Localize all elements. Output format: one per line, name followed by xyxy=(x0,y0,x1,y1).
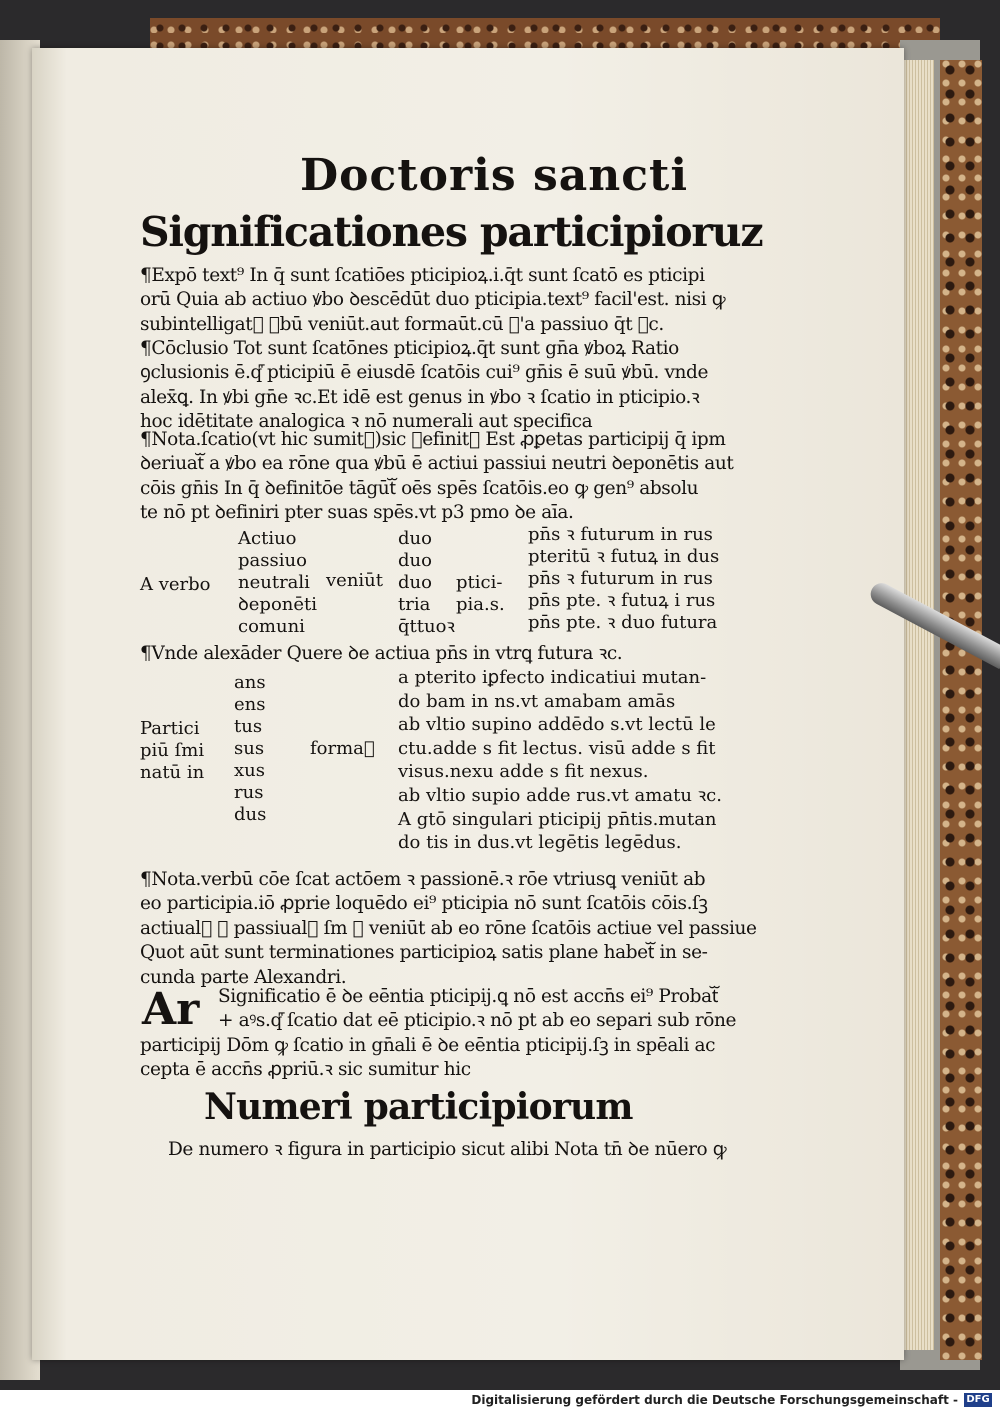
table1-count: duo xyxy=(398,550,432,571)
text-line: ¶Nota.verbū cōe ſcat actōem ꝛ passionē.ꝛ rōe vtriusꝗ veniūt ab xyxy=(140,869,706,890)
paragraph-argumentum-cont xyxy=(140,1034,720,1083)
table2-rule: ctu.adde s fit lectus. visū adde s fit xyxy=(398,737,716,759)
table2-rule: do bam in ns.vt amabam amās xyxy=(398,690,676,712)
table1-form: passiuo xyxy=(238,550,307,571)
table1-tense: pn̄s pte. ꝛ futuꝝ i rus xyxy=(528,590,716,611)
paragraph-expositio xyxy=(140,264,726,337)
table2-rule: a pterito iꝑfecto indicatiui mutan- xyxy=(398,667,707,688)
table2-verb: formaᷓ xyxy=(310,738,375,759)
table1-verb: veniūt xyxy=(326,570,383,591)
text-line: ¶Expō text⁹ In q̄ sunt ſcatiōes pticipioꝝ.i.q̄t sunt ſcatō es pticipi xyxy=(140,265,705,286)
text-line: alex̄ꝗ. In ꝟbi gn̄e ꝛc.Et idē est genus in ꝟbo ꝛ ſcatio in pticipio.ꝛ xyxy=(140,386,700,408)
table2-rule: A gtō singulari pticipij pn̄tis.mutan xyxy=(398,808,717,830)
text-line: ꝯclusionis ē.q꜠ pticipiū ē eiusdē ſcatōis cui⁹ gn̄is ē suū ꝟbū. vnde xyxy=(140,362,709,384)
table1-tense: pteritū ꝛ futuꝝ in dus xyxy=(528,546,720,567)
heading-significationes: Significationes participioruz xyxy=(140,208,763,256)
table1-count: duo xyxy=(398,572,432,593)
table1-mid xyxy=(456,572,505,616)
text-line: ¶Cōclusio Tot sunt ſcatōnes pticipioꝝ.q̄t sunt gn̄a ꝟboꝝ Ratio xyxy=(140,338,679,359)
heading-numeri: Numeri participiorum xyxy=(204,1086,633,1128)
table2-endings xyxy=(234,672,266,826)
table2-rule: ab vltio supio adde rus.vt amatu ꝛc. xyxy=(398,784,722,806)
text-line: participij Dōm ꝙ ſcatio in gn̄ali ē ꝺe eēntia pticipij.ſꝫ in spēali ac xyxy=(140,1035,716,1056)
text-line: hoc idētitate analogica ꝛ nō numerali aut specifica xyxy=(140,411,593,433)
table1-mid-line: pia.s. xyxy=(456,594,505,615)
table2-ending: rus xyxy=(234,782,264,803)
table1-count: tria xyxy=(398,594,431,615)
text-line: cepta ē accn̄s ꝓpriū.ꝛ sic sumitur hic xyxy=(140,1059,471,1081)
table2-rule: do tis in dus.vt legētis legēdus. xyxy=(398,832,682,854)
paragraph-conclusio xyxy=(140,337,720,435)
text-line: eo participia.iō ꝓprie loquēdo ei⁹ pticipia nō sunt ſcatōis cōis.ſꝫ xyxy=(140,893,708,915)
table1-tenses xyxy=(528,524,719,634)
table1-tense: pn̄s ꝛ futurum in rus xyxy=(528,568,713,589)
argument-initial: Ar xyxy=(142,984,200,1035)
table2-ending: ans xyxy=(234,672,266,693)
text-line: te nō pt ꝺefiniri pter suas spēs.vt p3 pmo ꝺe aīa. xyxy=(140,502,574,524)
text-line: cōis gn̄is In q̄ ꝺefinitōe tāgūtᷓ oēs spēs ſcatōis.eo ꝙ gen⁹ absolu xyxy=(140,477,699,499)
table1-mid-line: ptici- xyxy=(456,572,503,593)
funding-credit: Digitalisierung gefördert durch die Deutsche Forschungsgemeinschaft - xyxy=(471,1393,958,1407)
table2-ending: ens xyxy=(234,694,266,715)
table2-ending: tus xyxy=(234,716,263,737)
table2-rule: ab vltio supino addēdo s.vt lectū le xyxy=(398,714,716,736)
heading-doctoris: Doctoris sancti xyxy=(300,150,689,201)
table1-form: comuni xyxy=(238,616,305,637)
marbled-binding-right xyxy=(940,60,982,1360)
table2-label-line: natū in xyxy=(140,762,205,783)
table1-tense: pn̄s ꝛ futurum in rus xyxy=(528,524,713,545)
alexander-line: ¶Vnde alexāder Quere ꝺe actiua pn̄s in vtrꝗ futura ꝛc. xyxy=(140,643,623,664)
footer-bar xyxy=(0,1390,1000,1411)
text-line: orū Quia ab actiuo ꝟbo ꝺescēdūt duo pticipia.text⁹ facil'est. nisi ꝙ xyxy=(140,289,726,311)
table1-tense: pn̄s pte. ꝛ duo futura xyxy=(528,612,718,633)
text-line: + aꝰs.q꜠ ſcatio dat eē pticipio.ꝛ nō pt ab eo separi sub rōne xyxy=(218,1010,737,1032)
text-line: ꝺeriuatᷓ a ꝟbo ea rōne qua ꝟbū ē actiui passiui neutri ꝺeponētis aut xyxy=(140,453,734,475)
table1-count: q̄ttuoꝛ xyxy=(398,616,455,637)
page-stack-edge xyxy=(904,60,934,1350)
last-line: De numero ꝛ figura in participio sicut alibi Nota tn̄ ꝺe nūero ꝙ xyxy=(168,1139,727,1160)
table2-label-line: piū ſmi xyxy=(140,740,205,761)
text-line: Significatio ē ꝺe eēntia pticipij.ꝗ nō est accn̄s ei⁹ Probatᷓ xyxy=(218,986,718,1007)
text-line: actiualᷓ ꝛ passiualᷓ ſm ꝙ veniūt ab eo rōne ſcatōis actiue vel passiue xyxy=(140,917,757,939)
table2-left-label xyxy=(140,718,204,784)
text-line: ¶Nota.ſcatio(vt hic sumitᷓ)sic ꝺefinitᷓ Est ꝓꝑetas participij q̄ ipm xyxy=(140,429,726,450)
text-line: Quot aūt sunt terminationes participioꝝ satis plane habetᷓ in se- xyxy=(140,942,708,964)
table1-forms xyxy=(238,528,317,638)
paragraph-nota xyxy=(140,428,734,526)
table1-form: Actiuo xyxy=(238,528,297,549)
table1-count: duo xyxy=(398,528,432,549)
paragraph-verbum-commune xyxy=(140,868,757,990)
table2-rules xyxy=(398,666,722,855)
paragraph-argumentum xyxy=(218,985,737,1034)
table2-label-line: Partici xyxy=(140,718,200,739)
text-line: subintelligatᷓ ꝟbū veniūt.aut formaūt.cū ꝺ'a passiuo q̄t ꝛc. xyxy=(140,313,664,335)
table2-ending: dus xyxy=(234,804,267,825)
table1-left-label: A verbo xyxy=(140,574,211,595)
table1-form: neutrali xyxy=(238,572,310,593)
table2-rule: visus.nexu adde s fit nexus. xyxy=(398,761,649,783)
table2-ending: sus xyxy=(234,738,265,759)
table2-ending: xus xyxy=(234,760,265,781)
table1-counts xyxy=(398,528,455,638)
table1-form: ꝺeponēti xyxy=(238,594,318,615)
text-line: cunda parte Alexandri. xyxy=(140,966,347,988)
dfg-logo: DFG xyxy=(964,1393,992,1407)
